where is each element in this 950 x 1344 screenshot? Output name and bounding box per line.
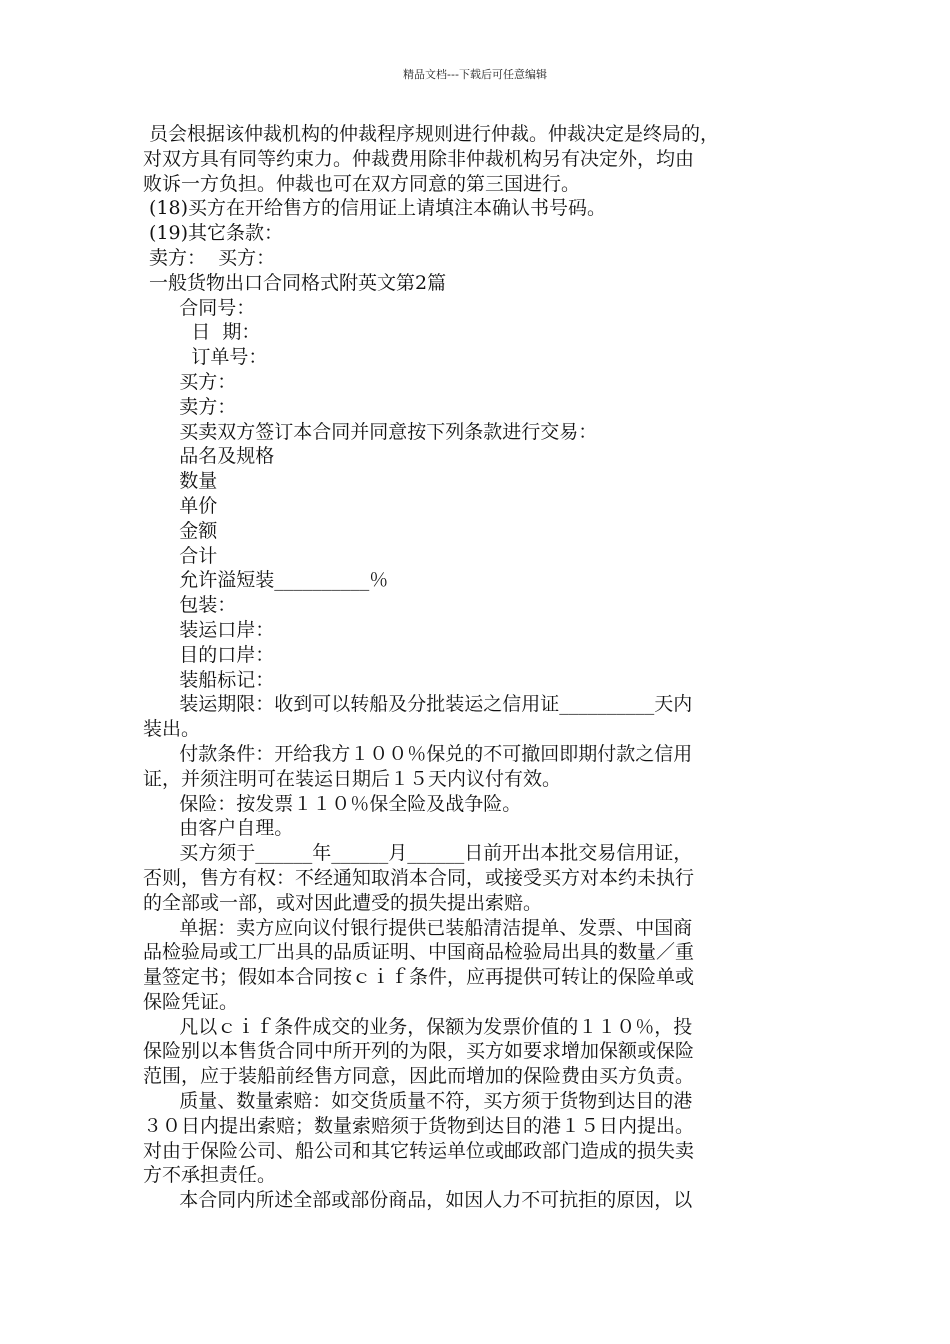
- text-line: 对双方具有同等约束力。仲裁费用除非仲裁机构另有决定外，均由: [143, 147, 695, 170]
- text-line: 装出。: [143, 718, 201, 741]
- text-line: 本合同内所述全部或部份商品，如因人力不可抗拒的原因，以: [143, 1189, 693, 1212]
- text-line: 败诉一方负担。仲裁也可在双方同意的第三国进行。: [143, 172, 581, 195]
- text-line: 范围，应于装船前经售方同意，因此而增加的保险费由买方负责。: [143, 1065, 695, 1088]
- text-line: 订单号：: [143, 346, 268, 369]
- text-line: 装运口岸：: [143, 618, 275, 641]
- text-line: 的全部或一部，或对因此遭受的损失提出索赔。: [143, 891, 543, 914]
- text-line: 买方：: [143, 370, 237, 393]
- text-line: 合同号：: [143, 296, 256, 319]
- text-line: 质量、数量索赔：如交货质量不符，买方须于货物到达目的港: [143, 1090, 693, 1113]
- text-line: 付款条件：开给我方１００％保兑的不可撤回即期付款之信用: [143, 742, 693, 765]
- text-line: 由客户自理。: [143, 817, 294, 840]
- document-body: [143, 122, 813, 1213]
- text-line: 一般货物出口合同格式附英文第2篇: [143, 271, 447, 294]
- text-line: 卖方：: [143, 395, 237, 418]
- text-line: 日 期：: [143, 321, 261, 344]
- text-line: 员会根据该仲裁机构的仲裁程序规则进行仲裁。仲裁决定是终局的，: [143, 123, 720, 145]
- text-line: 保险凭证。: [143, 990, 239, 1013]
- text-line: 包装：: [143, 594, 237, 617]
- text-line: 装船标记：: [143, 668, 275, 691]
- text-line: (19)其它条款：: [143, 222, 284, 245]
- text-line: 买方须于______年______月______日前开出本批交易信用证，: [143, 842, 693, 865]
- text-line: 允许溢短装__________％: [143, 569, 389, 592]
- text-line: 目的口岸：: [143, 643, 275, 666]
- text-line: 金额: [143, 519, 218, 542]
- text-line: 品名及规格: [143, 445, 275, 468]
- text-line: 数量: [143, 470, 218, 493]
- text-line: 卖方： 买方：: [143, 246, 276, 269]
- text-line: ３０日内提出索赔；数量索赔须于货物到达目的港１５日内提出。: [143, 1114, 695, 1137]
- text-line: 证，并须注明可在装运日期后１５天内议付有效。: [143, 767, 562, 790]
- text-line: 保险：按发票１１０％保全险及战争险。: [143, 792, 522, 815]
- text-line: 量签定书；假如本合同按ｃｉｆ条件，应再提供可转让的保险单或: [143, 966, 695, 989]
- text-line: 对由于保险公司、船公司和其它转运单位或邮政部门造成的损失卖: [143, 1139, 695, 1162]
- text-line: (18)买方在开给售方的信用证上请填注本确认书号码。: [143, 197, 607, 220]
- text-line: 单据：卖方应向议付银行提供已装船清洁提单、发票、中国商: [143, 916, 693, 939]
- text-line: 凡以ｃｉｆ条件成交的业务，保额为发票价值的１１０％，投: [143, 1015, 693, 1038]
- page-header: 精品文档---下载后可任意编辑: [403, 68, 547, 81]
- text-line: 品检验局或工厂出具的品质证明、中国商品检验局出具的数量／重: [143, 941, 695, 964]
- text-line: 保险别以本售货合同中所开列的为限，买方如要求增加保额或保险: [143, 1040, 695, 1063]
- text-line: 单价: [143, 494, 218, 517]
- text-line: 合计: [143, 544, 218, 567]
- text-line: 装运期限：收到可以转船及分批装运之信用证__________天内: [143, 693, 693, 716]
- text-line: 否则，售方有权：不经通知取消本合同，或接受买方对本约未执行: [143, 866, 695, 889]
- text-line: 买卖双方签订本合同并同意按下列条款进行交易：: [143, 420, 598, 443]
- text-line: 方不承担责任。: [143, 1164, 277, 1187]
